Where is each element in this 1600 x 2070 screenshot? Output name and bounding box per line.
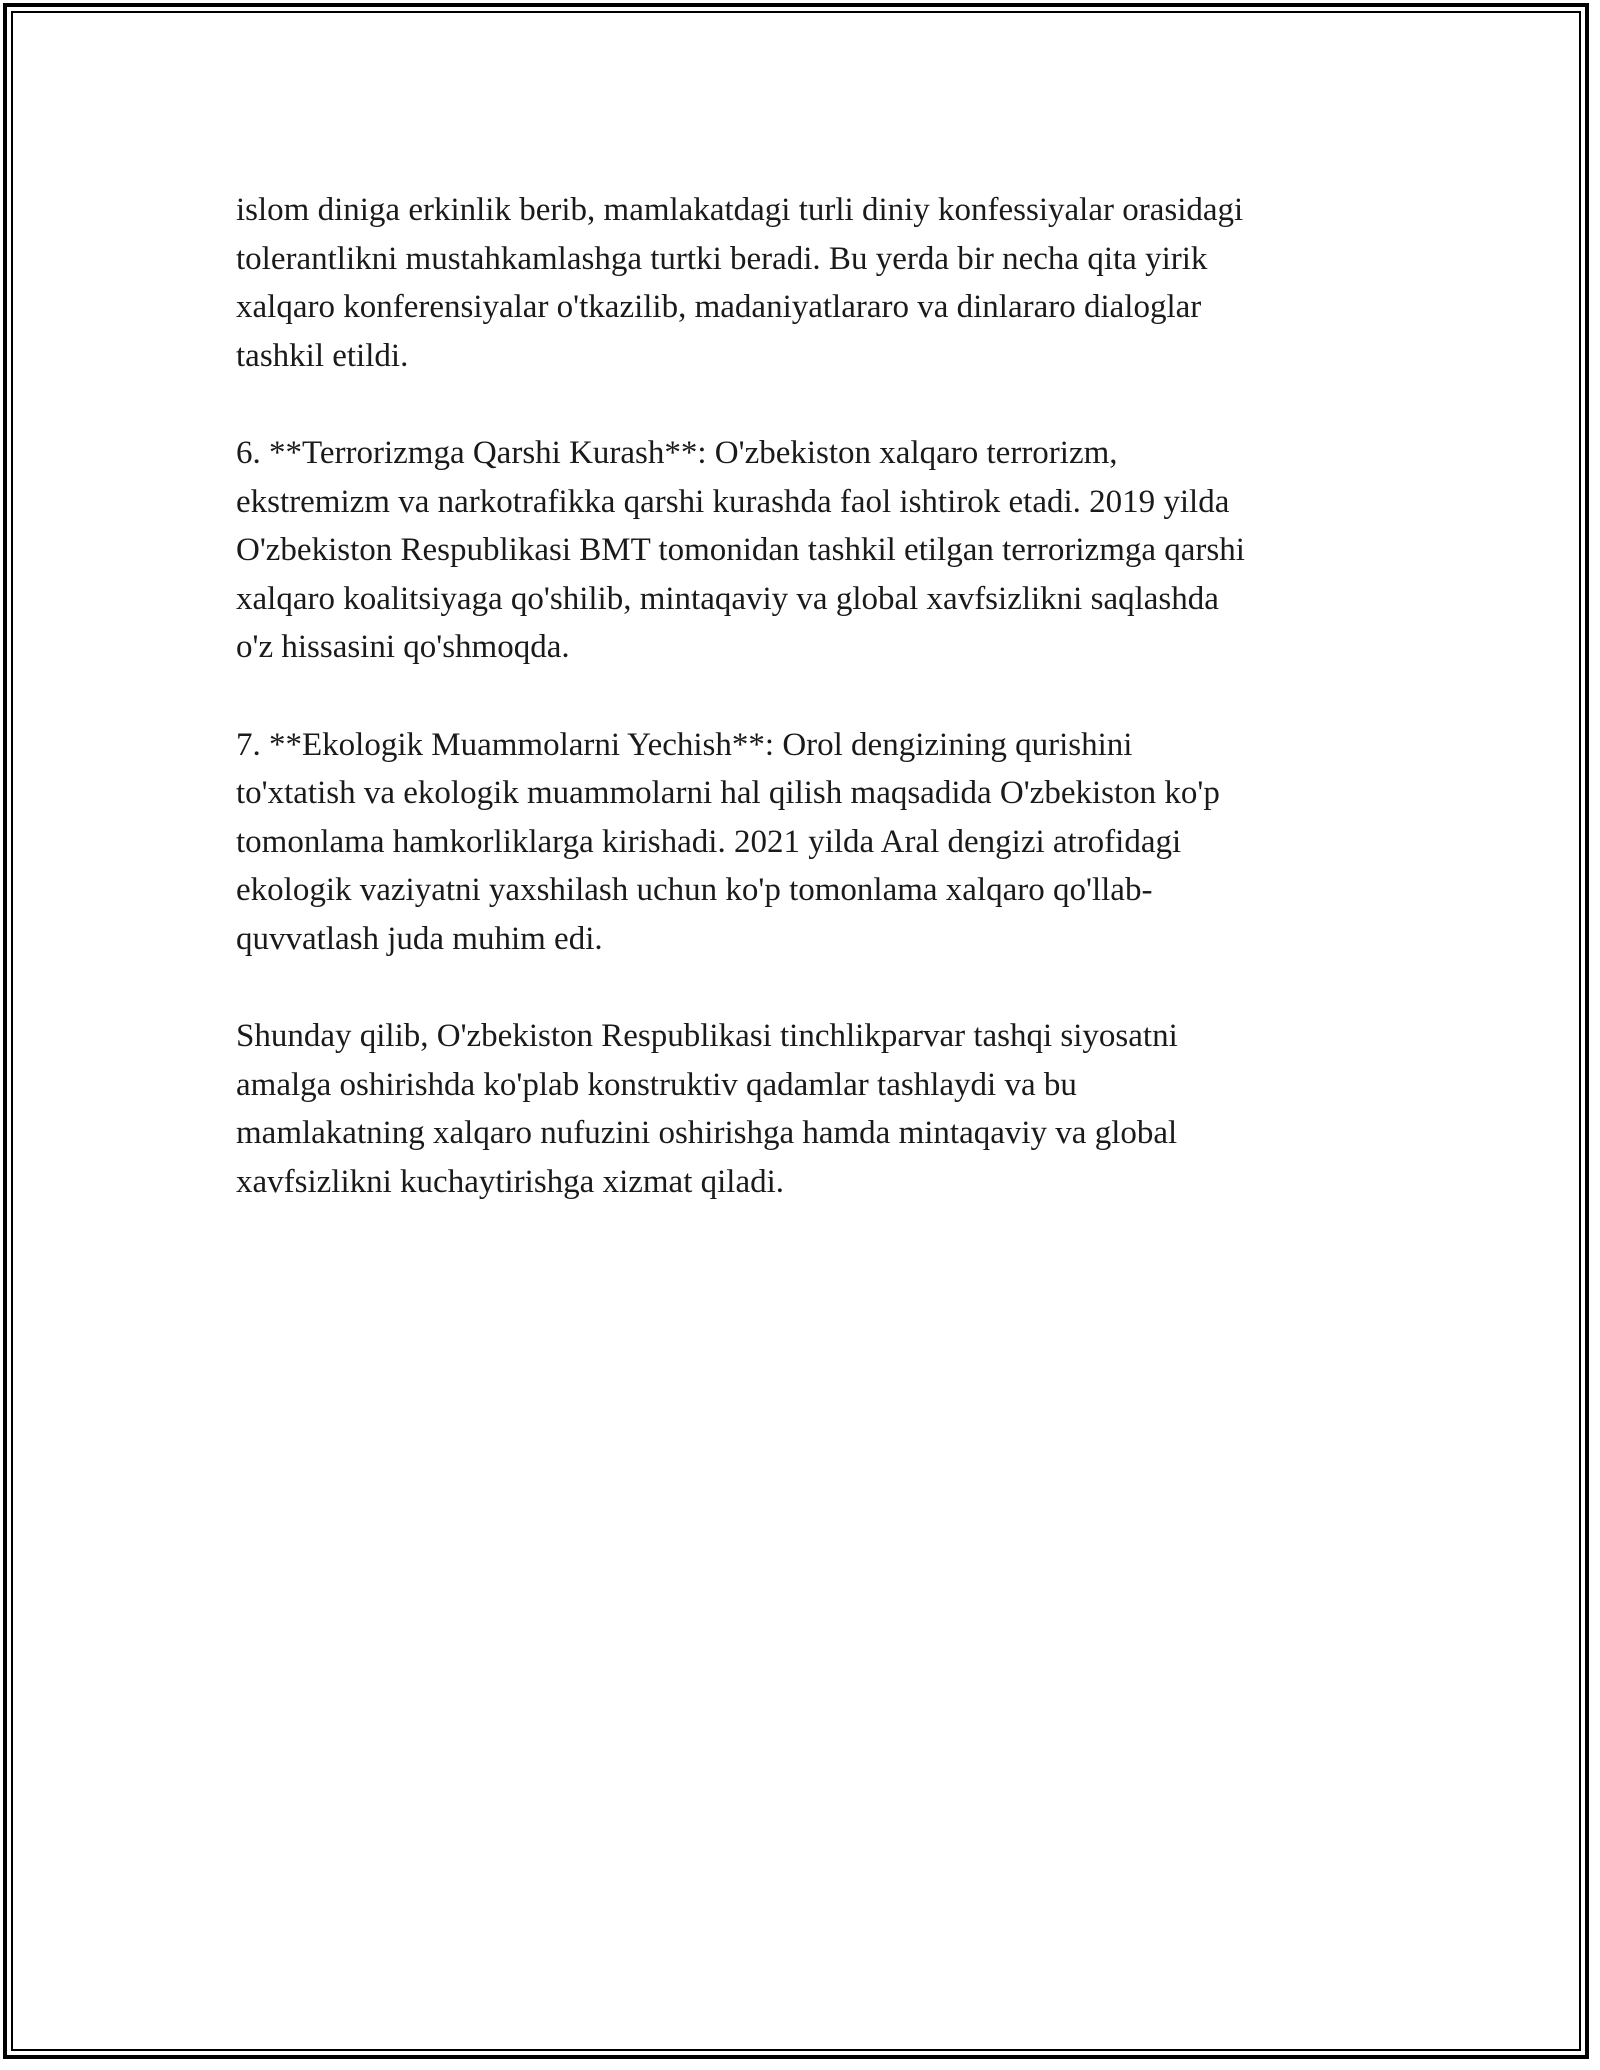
text-line: xavfsizlikni kuchaytirishga xizmat qiladi. xyxy=(236,1163,785,1200)
paragraph-item-6-terrorism xyxy=(236,429,1366,672)
text-line: O'zbekiston Respublikasi BMT tomonidan tashkil etilgan terrorizmga qarshi xyxy=(236,532,1245,568)
text-line: tomonlama hamkorliklarga kirishadi. 2021 yilda Aral dengizi atrofidagi xyxy=(236,823,1182,860)
paragraph-item-7-ecology xyxy=(236,721,1366,964)
text-line: tashkil etildi. xyxy=(236,337,409,374)
text-line: ekstremizm va narkotrafikka qarshi kurashda faol ishtirok etadi. 2019 yilda xyxy=(236,483,1230,520)
text-line: Shunday qilib, O'zbekiston Respublikasi tinchlikparvar tashqi siyosatni xyxy=(236,1018,1178,1054)
text-line: ekologik vaziyatni yaxshilash uchun ko'p tomonlama xalqaro qo'llab- xyxy=(236,872,1153,908)
text-line: to'xtatish va ekologik muammolarni hal qilish maqsadida O'zbekiston ko'p xyxy=(236,775,1220,811)
paragraph-conclusion xyxy=(236,1012,1366,1206)
text-line: tolerantlikni mustahkamlashga turtki beradi. Bu yerda bir necha qita yirik xyxy=(236,240,1208,277)
document-body xyxy=(236,186,1366,1255)
paragraph-intro-continuation xyxy=(236,186,1366,380)
text-line: amalga oshirishda ko'plab konstruktiv qadamlar tashlaydi va bu xyxy=(236,1066,1077,1103)
text-line: xalqaro konferensiyalar o'tkazilib, madaniyatlararo va dinlararo dialoglar xyxy=(236,289,1202,325)
text-line: xalqaro koalitsiyaga qo'shilib, mintaqaviy va global xavfsizlikni saqlashda xyxy=(236,580,1219,617)
text-line: o'z hissasini qo'shmoqda. xyxy=(236,629,570,665)
text-line: 7. **Ekologik Muammolarni Yechish**: Orol dengizining qurishini xyxy=(236,726,1133,763)
text-line: quvvatlash juda muhim edi. xyxy=(236,920,603,957)
text-line: 6. **Terrorizmga Qarshi Kurash**: O'zbekiston xalqaro terrorizm, xyxy=(236,435,1118,471)
text-line: islom diniga erkinlik berib, mamlakatdagi turli diniy konfessiyalar orasidagi xyxy=(236,192,1244,228)
text-line: mamlakatning xalqaro nufuzini oshirishga hamda mintaqaviy va global xyxy=(236,1115,1178,1151)
